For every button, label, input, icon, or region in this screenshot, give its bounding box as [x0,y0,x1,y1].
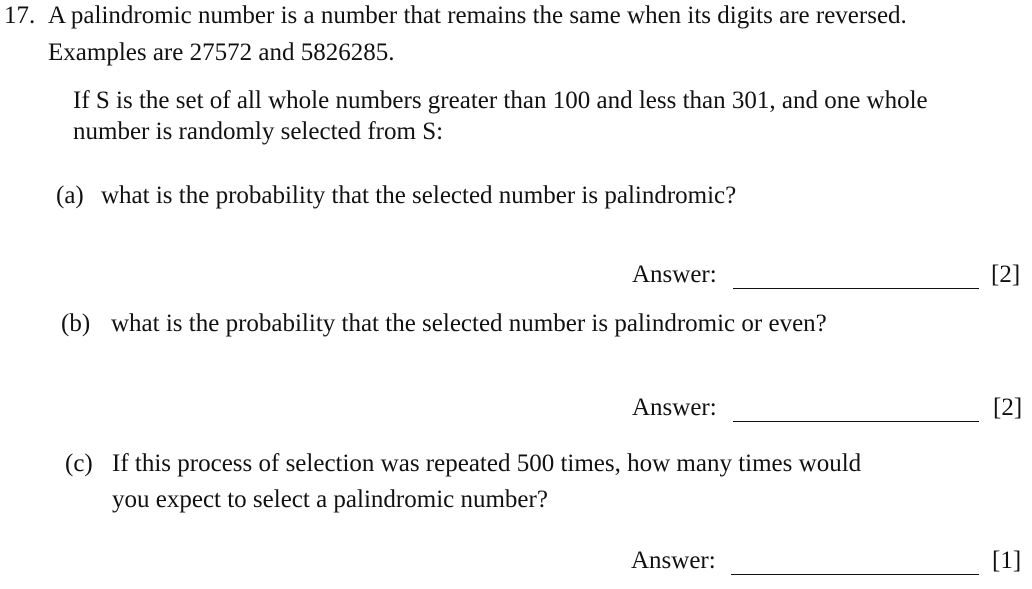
part-a-answer-label: Answer: [632,261,717,288]
part-b-answer-line[interactable] [733,421,979,422]
part-c-marks: [1] [992,547,1022,574]
part-c-answer-line[interactable] [731,574,979,575]
part-a-marks: [2] [991,261,1021,288]
part-a-label: (a) [56,182,84,209]
question-number: 17. [4,2,36,29]
question-context-line2: number is randomly selected from S: [73,118,444,145]
part-c-answer-label: Answer: [631,547,716,574]
part-b-text: what is the probability that the selected number is palindromic or even? [111,310,827,337]
part-b-answer-label: Answer: [632,394,717,421]
part-b-marks: [2] [993,394,1023,421]
question-intro-line1: A palindromic number is a number that remains the same when its digits are reversed. [48,2,907,29]
part-c-label: (c) [65,450,93,477]
part-b-label: (b) [61,310,91,337]
part-c-text-line1: If this process of selection was repeated 500 times, how many times would [112,450,862,477]
part-c-text-line2: you expect to select a palindromic number? [112,486,548,513]
part-a-answer-line[interactable] [733,288,979,289]
question-context-line1: If S is the set of all whole numbers greater than 100 and less than 301, and one whole [73,87,928,114]
question-intro-line2: Examples are 27572 and 5826285. [48,39,395,66]
part-a-text: what is the probability that the selected number is palindromic? [101,182,737,209]
